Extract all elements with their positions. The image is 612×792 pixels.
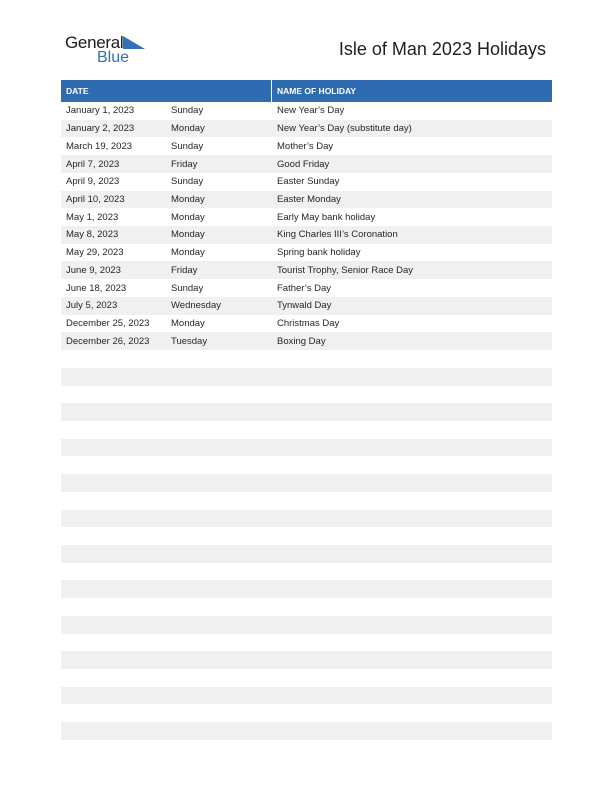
table-row xyxy=(61,297,552,315)
empty-table-row xyxy=(61,722,552,740)
table-row xyxy=(61,137,552,155)
empty-table-row xyxy=(61,421,552,439)
page-title: Isle of Man 2023 Holidays xyxy=(338,39,546,59)
holiday-name: King Charles III’s Coronation xyxy=(277,229,398,241)
holiday-date: April 9, 2023 xyxy=(66,176,120,188)
empty-table-row xyxy=(61,598,552,616)
empty-table-row xyxy=(61,545,552,563)
holiday-date: December 25, 2023 xyxy=(66,317,150,329)
holiday-name: Early May bank holiday xyxy=(277,211,376,223)
holiday-date: April 10, 2023 xyxy=(66,193,125,205)
empty-table-row xyxy=(61,704,552,722)
table-row xyxy=(61,279,552,297)
holiday-weekday: Monday xyxy=(171,211,205,223)
empty-table-row xyxy=(61,651,552,669)
holiday-weekday: Tuesday xyxy=(171,335,208,347)
holiday-weekday: Wednesday xyxy=(171,300,221,312)
empty-table-row xyxy=(61,527,552,545)
holiday-name: New Year’s Day xyxy=(277,105,345,117)
holiday-name: Easter Monday xyxy=(277,193,341,205)
column-header-name: NAME OF HOLIDAY xyxy=(277,86,357,96)
table-row xyxy=(61,191,552,209)
holiday-weekday: Friday xyxy=(171,158,198,170)
holiday-date: March 19, 2023 xyxy=(66,140,133,152)
holiday-date: May 1, 2023 xyxy=(66,211,119,223)
holiday-date: June 18, 2023 xyxy=(66,282,127,294)
table-row xyxy=(61,173,552,191)
empty-table-row xyxy=(61,439,552,457)
logo-text-general: General xyxy=(65,33,124,52)
holiday-date: January 1, 2023 xyxy=(66,105,135,117)
holiday-name: Tourist Trophy, Senior Race Day xyxy=(277,264,414,276)
holiday-table xyxy=(61,80,552,740)
empty-table-row xyxy=(61,386,552,404)
holiday-date: April 7, 2023 xyxy=(66,158,120,170)
empty-table-row xyxy=(61,350,552,368)
logo-triangle-icon xyxy=(123,36,145,49)
holiday-weekday: Monday xyxy=(171,229,205,241)
empty-table-row xyxy=(61,474,552,492)
holiday-date: December 26, 2023 xyxy=(66,335,150,347)
table-header xyxy=(61,80,552,102)
empty-table-row xyxy=(61,368,552,386)
empty-table-row xyxy=(61,616,552,634)
holiday-weekday: Friday xyxy=(171,264,198,276)
holiday-name: Good Friday xyxy=(277,158,330,170)
generalblue-logo xyxy=(65,33,155,69)
table-row xyxy=(61,226,552,244)
holiday-weekday: Monday xyxy=(171,193,205,205)
logo-text-blue: Blue xyxy=(97,49,130,66)
table-row xyxy=(61,332,552,350)
holiday-name: Boxing Day xyxy=(277,335,326,347)
empty-table-row xyxy=(61,403,552,421)
empty-table-row xyxy=(61,669,552,687)
holiday-date: June 9, 2023 xyxy=(66,264,121,276)
empty-table-row xyxy=(61,492,552,510)
column-header-date: DATE xyxy=(66,86,89,96)
empty-table-row xyxy=(61,510,552,528)
holiday-date: January 2, 2023 xyxy=(66,123,135,135)
holiday-weekday: Monday xyxy=(171,317,205,329)
empty-table-row xyxy=(61,687,552,705)
holiday-name: Christmas Day xyxy=(277,317,340,329)
table-row xyxy=(61,120,552,138)
holiday-name: Father’s Day xyxy=(277,282,332,294)
holiday-name: Easter Sunday xyxy=(277,176,340,188)
holiday-date: July 5, 2023 xyxy=(66,300,118,312)
holiday-name: Spring bank holiday xyxy=(277,247,361,259)
empty-table-row xyxy=(61,634,552,652)
holiday-weekday: Sunday xyxy=(171,176,204,188)
table-row xyxy=(61,315,552,333)
holiday-name: New Year’s Day (substitute day) xyxy=(277,123,412,135)
empty-table-row xyxy=(61,580,552,598)
table-row xyxy=(61,244,552,262)
table-row xyxy=(61,261,552,279)
holiday-date: May 8, 2023 xyxy=(66,229,119,241)
holiday-weekday: Monday xyxy=(171,123,205,135)
holiday-weekday: Sunday xyxy=(171,140,204,152)
empty-table-row xyxy=(61,563,552,581)
empty-table-row xyxy=(61,456,552,474)
table-row xyxy=(61,208,552,226)
table-row xyxy=(61,102,552,120)
table-body xyxy=(61,102,552,740)
table-row xyxy=(61,155,552,173)
holiday-weekday: Sunday xyxy=(171,105,204,117)
holiday-date: May 29, 2023 xyxy=(66,247,124,259)
holiday-weekday: Monday xyxy=(171,247,205,259)
holiday-name: Tynwald Day xyxy=(277,300,332,312)
holiday-weekday: Sunday xyxy=(171,282,204,294)
holiday-name: Mother’s Day xyxy=(277,140,334,152)
